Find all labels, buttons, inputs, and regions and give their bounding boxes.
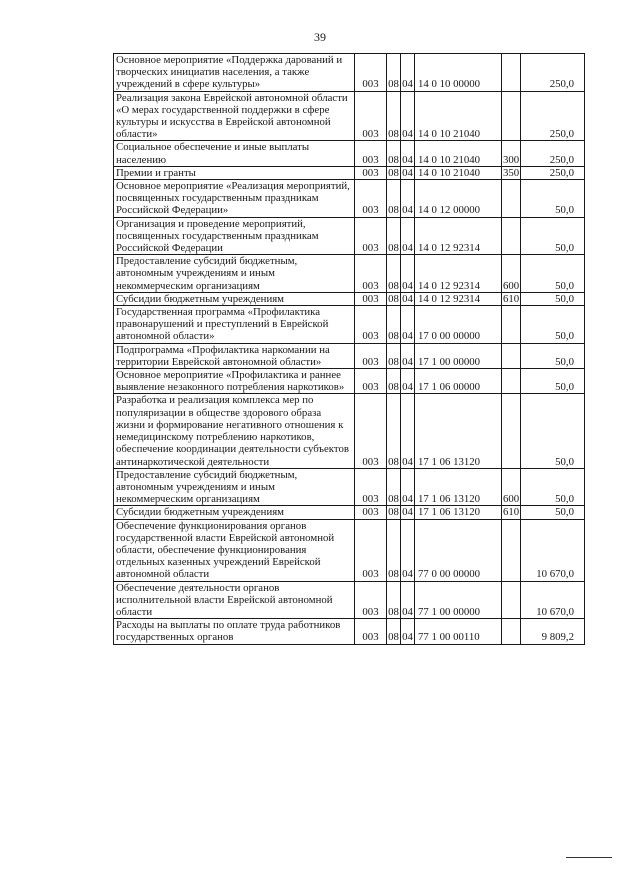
expense-type-code: [502, 369, 521, 394]
program-code: 14 0 12 92314: [415, 292, 502, 305]
amount: 10 670,0: [521, 581, 585, 619]
subsection-code: 04: [401, 581, 415, 619]
admin-code: 003: [355, 141, 387, 166]
amount: 50,0: [521, 506, 585, 519]
expense-type-code: [502, 180, 521, 218]
expense-type-code: 300: [502, 141, 521, 166]
table-row: [114, 217, 585, 255]
row-name: Основное мероприятие «Поддержка дарований и творческих инициатив населения, а также учреждений в сфере культуры»: [114, 54, 355, 92]
program-code: 14 0 12 00000: [415, 180, 502, 218]
row-name: Расходы на выплаты по оплате труда работников государственных органов: [114, 619, 355, 644]
row-name: Организация и проведение мероприятий, посвященных государственным праздникам Российской Федерации: [114, 217, 355, 255]
row-name: Разработка и реализация комплекса мер по популяризации в обществе здорового образа жизни и формирование негативного отношения к немедицинскому потреблению наркотиков, обеспечение координации деятельности субъектов антинаркотической деятельности: [114, 394, 355, 468]
expense-type-code: 600: [502, 468, 521, 506]
admin-code: 003: [355, 91, 387, 141]
expense-type-code: 610: [503, 292, 520, 305]
amount: 50,0: [521, 468, 585, 506]
expense-type-code: [502, 91, 521, 141]
admin-code: 003: [355, 369, 387, 394]
subsection-code: 04: [402, 506, 413, 519]
program-code: 17 1 06 13120: [415, 394, 502, 468]
row-name: Основное мероприятие «Профилактика и раннее выявление незаконного потребления наркотиков»: [114, 369, 355, 394]
admin-code: 003: [355, 292, 387, 305]
program-code: 17 1 06 13120: [415, 468, 502, 506]
amount: 250,0: [521, 91, 585, 141]
budget-table: [113, 53, 585, 645]
amount: 10 670,0: [521, 519, 585, 581]
expense-type-code: [502, 343, 521, 368]
section-code: 08: [387, 255, 401, 293]
subsection-code: 04: [402, 292, 413, 305]
table-row: [114, 141, 585, 166]
row-name: Субсидии бюджетным учреждениям: [114, 506, 355, 519]
section-code: 08: [387, 619, 401, 644]
amount: 50,0: [521, 292, 585, 305]
row-name: Обеспечение функционирования органов государственной власти Еврейской автономной области, обеспечение функционирования отдельных казенных учреждений Еврейской автономной области: [114, 519, 355, 581]
row-name: Премии и гранты: [114, 166, 355, 179]
table-row: [114, 343, 585, 368]
page-number: 39: [314, 30, 326, 44]
table-row: [114, 619, 585, 644]
program-code: 77 1 00 00000: [415, 581, 502, 619]
subsection-code: 04: [401, 54, 415, 92]
expense-type-code: [502, 619, 521, 644]
subsection-code: 04: [401, 91, 415, 141]
subsection-code: 04: [401, 343, 415, 368]
admin-code: 003: [355, 506, 387, 519]
program-code: 77 1 00 00110: [415, 619, 502, 644]
amount: 9 809,2: [521, 619, 585, 644]
row-name: Реализация закона Еврейской автономной области «О мерах государственной поддержки в сфере культуры и искусства в Еврейской автономной области»: [114, 91, 355, 141]
section-code: 08: [388, 292, 399, 305]
table-row: [114, 54, 585, 92]
section-code: 08: [387, 394, 401, 468]
admin-code: 003: [355, 519, 387, 581]
section-code: 08: [387, 180, 401, 218]
subsection-code: 04: [401, 180, 415, 218]
subsection-code: 04: [401, 141, 415, 166]
table-row: [114, 581, 585, 619]
program-code: 17 0 00 00000: [415, 306, 502, 344]
admin-code: 003: [355, 619, 387, 644]
row-name: Обеспечение деятельности органов исполнительной власти Еврейской автономной области: [114, 581, 355, 619]
program-code: 14 0 10 21040: [415, 166, 502, 179]
admin-code: 003: [355, 180, 387, 218]
table-row: [114, 166, 585, 179]
row-name: Социальное обеспечение и иные выплаты населению: [114, 141, 355, 166]
amount: 250,0: [521, 141, 585, 166]
table-row: [114, 292, 585, 305]
section-code: 08: [387, 306, 401, 344]
table-row: [114, 468, 585, 506]
admin-code: 003: [355, 394, 387, 468]
admin-code: 003: [355, 343, 387, 368]
table-row: [114, 369, 585, 394]
amount: 50,0: [521, 306, 585, 344]
expense-type-code: [502, 306, 521, 344]
program-code: 14 0 12 92314: [415, 255, 502, 293]
row-name: Основное мероприятие «Реализация мероприятий, посвященных государственным праздникам Российской Федерации»: [114, 180, 355, 218]
amount: 50,0: [521, 180, 585, 218]
amount: 250,0: [521, 54, 585, 92]
admin-code: 003: [355, 166, 387, 179]
subsection-code: 04: [401, 468, 415, 506]
amount: 50,0: [521, 343, 585, 368]
section-code: 08: [387, 519, 401, 581]
row-name: Субсидии бюджетным учреждениям: [114, 292, 355, 305]
subsection-code: 04: [401, 619, 415, 644]
program-code: 77 0 00 00000: [415, 519, 502, 581]
subsection-code: 04: [402, 166, 413, 179]
amount: 250,0: [521, 166, 585, 179]
section-code: 08: [387, 581, 401, 619]
program-code: 14 0 12 92314: [415, 217, 502, 255]
section-code: 08: [388, 506, 399, 519]
amount: 50,0: [521, 369, 585, 394]
row-name: Предоставление субсидий бюджетным, автономным учреждениям и иным некоммерческим организациям: [114, 468, 355, 506]
expense-type-code: [502, 394, 521, 468]
expense-type-code: 350: [503, 166, 520, 179]
admin-code: 003: [355, 54, 387, 92]
subsection-code: 04: [401, 306, 415, 344]
subsection-code: 04: [401, 369, 415, 394]
subsection-code: 04: [401, 217, 415, 255]
program-code: 17 1 00 00000: [415, 343, 502, 368]
expense-type-code: [502, 581, 521, 619]
amount: 50,0: [521, 394, 585, 468]
table-row: [114, 255, 585, 293]
admin-code: 003: [355, 255, 387, 293]
program-code: 14 0 10 21040: [415, 141, 502, 166]
row-name: Предоставление субсидий бюджетным, автономным учреждениям и иным некоммерческим организациям: [114, 255, 355, 293]
table-row: [114, 394, 585, 468]
section-code: 08: [387, 91, 401, 141]
program-code: 14 0 10 00000: [415, 54, 502, 92]
expense-type-code: [502, 519, 521, 581]
subsection-code: 04: [401, 255, 415, 293]
table-row: [114, 91, 585, 141]
subsection-code: 04: [401, 519, 415, 581]
table-row: [114, 180, 585, 218]
admin-code: 003: [355, 306, 387, 344]
section-code: 08: [387, 369, 401, 394]
program-code: 14 0 10 21040: [415, 91, 502, 141]
table-row: [114, 306, 585, 344]
section-code: 08: [387, 54, 401, 92]
table-row: [114, 519, 585, 581]
table-row: [114, 506, 585, 519]
admin-code: 003: [355, 468, 387, 506]
footer-rule: [566, 857, 612, 858]
amount: 50,0: [521, 217, 585, 255]
program-code: 17 1 06 00000: [415, 369, 502, 394]
section-code: 08: [387, 468, 401, 506]
expense-type-code: [502, 217, 521, 255]
amount: 50,0: [521, 255, 585, 293]
expense-type-code: 600: [502, 255, 521, 293]
expense-type-code: [502, 54, 521, 92]
section-code: 08: [388, 166, 399, 179]
admin-code: 003: [355, 581, 387, 619]
section-code: 08: [387, 343, 401, 368]
row-name: Государственная программа «Профилактика правонарушений и преступлений в Еврейской автономной области»: [114, 306, 355, 344]
row-name: Подпрограмма «Профилактика наркомании на территории Еврейской автономной области»: [114, 343, 355, 368]
admin-code: 003: [355, 217, 387, 255]
program-code: 17 1 06 13120: [415, 506, 502, 519]
expense-type-code: 610: [503, 506, 520, 519]
section-code: 08: [387, 217, 401, 255]
subsection-code: 04: [401, 394, 415, 468]
section-code: 08: [387, 141, 401, 166]
